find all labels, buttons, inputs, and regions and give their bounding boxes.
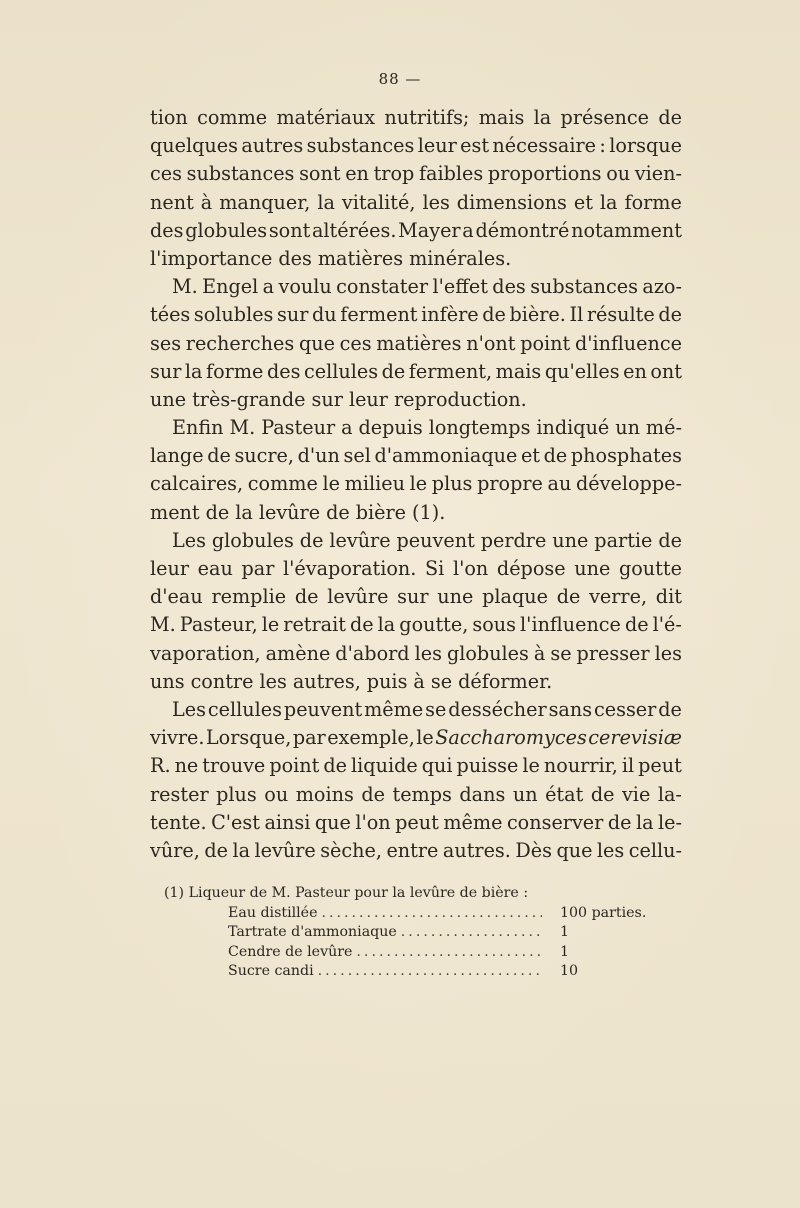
word: puis — [366, 669, 408, 693]
word: dessécher — [448, 697, 547, 721]
word: de — [607, 810, 632, 834]
text-line — [150, 273, 682, 301]
text-line — [150, 668, 682, 696]
word: partie — [594, 528, 653, 552]
footnote-row — [164, 943, 664, 963]
word: présence — [560, 106, 650, 129]
text-line — [150, 414, 682, 442]
word: lange — [150, 444, 204, 468]
word: ces — [339, 331, 372, 355]
word: les — [596, 838, 625, 862]
word: peuvent — [396, 528, 475, 552]
word: et — [573, 190, 593, 214]
word: propre — [477, 472, 543, 496]
word: proportions — [487, 162, 602, 186]
word: d'un — [297, 444, 340, 468]
word: leur — [417, 134, 457, 158]
word: dans — [459, 782, 506, 806]
word: globules — [211, 528, 294, 552]
word: conserver — [506, 810, 604, 834]
word: l'on — [452, 557, 489, 580]
word: matières — [376, 331, 462, 355]
word: ainsi — [264, 810, 311, 834]
word: globules — [446, 641, 529, 665]
text-line — [150, 809, 682, 837]
text-line — [150, 583, 682, 611]
word: a — [262, 275, 275, 299]
word: goutte — [618, 557, 682, 580]
body-text — [150, 104, 682, 865]
word: de — [381, 359, 406, 383]
word: vivre. — [150, 726, 205, 750]
word: vien- — [634, 162, 682, 186]
word: mé- — [645, 416, 682, 440]
word: de — [658, 528, 682, 552]
word: la — [232, 838, 251, 862]
word: la — [599, 190, 618, 214]
word: développe- — [576, 472, 682, 496]
text-line — [150, 696, 682, 724]
word: il — [621, 754, 635, 778]
word: sèche, — [320, 838, 382, 862]
word: longtemps — [428, 416, 531, 440]
word: en — [623, 359, 647, 383]
word: minérales. — [409, 246, 512, 270]
word: sous — [472, 613, 516, 637]
footnote-row — [164, 923, 664, 943]
word: M. — [229, 416, 256, 440]
text-line — [150, 781, 682, 809]
word: a — [341, 416, 353, 440]
word: de — [323, 754, 348, 778]
word: ment — [150, 500, 200, 524]
word: un — [615, 416, 640, 440]
word: même — [364, 697, 424, 721]
word: sur — [277, 303, 309, 327]
word: la — [635, 810, 654, 834]
word: forme — [624, 190, 682, 214]
word: Si — [425, 557, 445, 580]
text-line — [150, 358, 682, 386]
word: n'ont — [466, 331, 516, 355]
word: un — [512, 782, 538, 806]
word: de — [556, 585, 581, 609]
word: le- — [658, 810, 682, 834]
word: ces — [150, 162, 182, 186]
word: notamment — [571, 218, 682, 242]
word: perdre — [480, 528, 547, 552]
word: manquer, — [219, 190, 311, 214]
word: sur — [311, 387, 343, 411]
word: état — [545, 782, 584, 806]
ingredient-label: Cendre de levûre — [228, 943, 353, 960]
word: vaporation, — [150, 641, 261, 665]
word: de — [658, 303, 682, 327]
leader-dots — [318, 962, 542, 982]
word: à — [200, 190, 213, 214]
word: du — [312, 303, 337, 327]
word: d'abord — [335, 641, 410, 665]
word: de — [326, 500, 350, 524]
word: se — [550, 641, 572, 665]
word: plus — [431, 472, 473, 496]
footnote-row — [164, 962, 664, 982]
word: leur — [150, 557, 190, 580]
word: uns — [150, 669, 185, 693]
word: lorsque — [609, 134, 682, 158]
word: la — [317, 190, 335, 214]
word: de — [204, 838, 228, 862]
word: des — [266, 359, 301, 383]
word: remplie — [211, 585, 287, 609]
ingredient-quantity: 1 — [560, 943, 570, 960]
word: temps — [392, 782, 452, 806]
ingredient-label: Sucre candi — [228, 963, 314, 979]
word: de — [294, 585, 319, 609]
text-line — [150, 245, 682, 273]
word: l'effet — [432, 275, 488, 299]
word: à — [533, 641, 546, 665]
word: matières — [317, 246, 404, 270]
word: des — [492, 275, 526, 299]
word: entre — [386, 838, 439, 862]
word: peut — [638, 754, 682, 778]
word: trop — [373, 162, 415, 186]
word: à — [413, 669, 425, 693]
word: dépose — [496, 557, 566, 580]
word: altérées. — [311, 218, 397, 242]
text-line — [150, 611, 682, 639]
word: bière. — [509, 303, 566, 327]
text-line — [150, 104, 682, 132]
word: ne — [174, 754, 199, 778]
word: cellu- — [628, 838, 682, 862]
word: levûre — [327, 585, 389, 609]
word: mais — [495, 359, 542, 383]
word: exemple, — [327, 726, 415, 750]
word: sont — [299, 162, 341, 186]
text-line — [150, 330, 682, 358]
word: indiqué — [536, 416, 610, 440]
word: déformer. — [458, 669, 553, 693]
text-line — [150, 499, 682, 527]
leader-dots — [356, 943, 542, 963]
word: en — [345, 162, 369, 186]
word: C'est — [211, 810, 260, 834]
word: sont — [268, 218, 311, 242]
ingredient-label: Eau distillée — [228, 904, 318, 921]
word: une — [437, 585, 474, 609]
word: nutritifs; — [384, 106, 470, 129]
text-line — [150, 470, 682, 498]
word: presser — [576, 641, 650, 665]
word: rester — [150, 782, 209, 806]
word: l'on — [355, 810, 391, 834]
word: a — [462, 218, 474, 242]
word: sel — [343, 444, 371, 468]
word: l'importance — [150, 246, 273, 270]
word: d'ammoniaque — [374, 444, 518, 468]
word: de — [590, 782, 615, 806]
word: point — [520, 331, 571, 355]
word: Pasteur, — [179, 613, 258, 637]
word: Pasteur — [261, 416, 336, 440]
word: tées — [150, 303, 191, 327]
text-line — [150, 527, 682, 555]
word: le — [522, 754, 540, 778]
word: cellules — [303, 359, 379, 383]
word: R. — [150, 754, 171, 778]
word: d'influence — [574, 331, 682, 355]
word: le — [416, 726, 434, 750]
ingredient-quantity: 1 — [560, 924, 570, 940]
word: peut — [395, 810, 439, 834]
word: ou — [606, 162, 631, 186]
word: comme — [247, 472, 318, 496]
word: globules — [185, 218, 268, 242]
word: même — [443, 810, 503, 834]
word: de — [350, 613, 374, 637]
text-line — [150, 189, 682, 217]
word: que — [556, 838, 593, 862]
word: de — [207, 444, 231, 468]
word: Saccharomyces — [435, 726, 587, 750]
word: Dès — [515, 838, 552, 862]
word: autres — [241, 134, 304, 158]
word: se — [425, 697, 447, 721]
word: l'influence — [520, 613, 621, 637]
word: : — [599, 134, 606, 158]
word: tion — [150, 106, 188, 129]
leader-dots — [401, 923, 542, 943]
word: peuvent — [283, 697, 363, 721]
word: depuis — [358, 416, 423, 440]
word: Mayer — [398, 218, 461, 242]
word: cesser — [594, 697, 657, 721]
text-line — [150, 640, 682, 668]
text-line — [150, 301, 682, 329]
word: les — [259, 669, 287, 693]
word: quelques — [150, 134, 238, 158]
word: de — [205, 500, 230, 524]
word: le — [261, 613, 280, 637]
word: point — [269, 754, 320, 778]
word: autres. — [442, 838, 511, 862]
word: que — [314, 810, 351, 834]
word: cerevisiæ — [588, 726, 682, 750]
word: la — [377, 613, 396, 637]
word: sur — [397, 585, 429, 609]
word: levûre — [254, 838, 316, 862]
word: Les — [172, 697, 206, 721]
word: comme — [197, 106, 268, 129]
word: matériaux — [276, 106, 376, 129]
word: reproduction. — [393, 387, 527, 411]
text-line — [150, 442, 682, 470]
word: les — [414, 641, 442, 665]
word: de — [299, 528, 324, 552]
word: vitalité, — [341, 190, 416, 214]
ingredient-label: Tartrate d'ammoniaque — [228, 924, 397, 940]
leader-dots — [321, 904, 542, 924]
word: que — [298, 331, 335, 355]
word: leur — [348, 387, 388, 411]
word: des — [150, 218, 184, 242]
word: solubles — [193, 303, 274, 327]
word: tente. — [150, 810, 207, 834]
word: plus — [216, 782, 257, 806]
word: de — [543, 444, 568, 468]
word: voulu — [278, 275, 332, 299]
word: Lorsque, — [205, 726, 292, 750]
footnote-row — [164, 904, 664, 924]
word: de — [658, 106, 682, 129]
text-line — [150, 752, 682, 780]
word: ont — [650, 359, 682, 383]
word: l'é- — [652, 613, 682, 637]
word: M. — [172, 275, 198, 299]
word: liquide — [351, 754, 418, 778]
word: sucre, — [234, 444, 295, 468]
word: une — [574, 557, 611, 580]
ingredient-quantity: 10 — [560, 963, 579, 979]
text-line — [150, 160, 682, 188]
word: ou — [264, 782, 289, 806]
word: goutte, — [399, 613, 469, 637]
word: levûre — [329, 528, 391, 552]
word: dit — [655, 585, 682, 609]
word: ferment, — [408, 359, 493, 383]
word: substances — [186, 162, 295, 186]
word: (1). — [412, 500, 446, 524]
word: forme — [206, 359, 264, 383]
text-line — [150, 386, 682, 414]
word: Les — [172, 528, 206, 552]
word: le — [322, 472, 340, 496]
word: Enfin — [172, 416, 224, 440]
word: substances — [530, 275, 638, 299]
word: au — [547, 472, 572, 496]
text-line — [150, 217, 682, 245]
word: levûre — [258, 500, 321, 524]
word: la- — [657, 782, 682, 806]
word: ferment — [340, 303, 418, 327]
word: vie — [621, 782, 651, 806]
word: est — [460, 134, 490, 158]
word: qu'elles — [544, 359, 620, 383]
text-line — [150, 132, 682, 160]
word: une — [552, 528, 589, 552]
word: ses — [150, 331, 182, 355]
word: qui — [421, 754, 453, 778]
word: et — [520, 444, 541, 468]
word: nécessaire — [492, 134, 597, 158]
word: nourrir, — [543, 754, 618, 778]
word: de — [361, 782, 385, 806]
word: Il — [569, 303, 584, 327]
word: la — [184, 359, 203, 383]
word: l'évaporation. — [283, 557, 417, 580]
ingredient-quantity: 100 parties. — [560, 904, 647, 921]
word: la — [533, 106, 552, 129]
word: d'eau — [150, 585, 203, 609]
word: se — [430, 669, 453, 693]
word: cellules — [207, 697, 282, 721]
word: sans — [548, 697, 593, 721]
word: recherches — [185, 331, 295, 355]
word: la — [235, 500, 253, 524]
word: le — [409, 472, 428, 496]
word: puisse — [456, 754, 519, 778]
word: de — [658, 697, 682, 721]
footnote-title: (1) Liqueur de M. Pasteur pour la levûre de bière : — [164, 885, 529, 901]
word: azo- — [642, 275, 682, 299]
word: nent — [150, 190, 194, 214]
word: autres, — [292, 669, 361, 693]
word: constater — [336, 275, 429, 299]
word: substances — [306, 134, 415, 158]
page-number: 88 — — [378, 70, 422, 88]
word: retrait — [283, 613, 346, 637]
word: les — [422, 190, 450, 214]
word: Engel — [202, 275, 259, 299]
word: mais — [478, 106, 525, 129]
word: infère — [421, 303, 479, 327]
word: calcaires, — [150, 472, 244, 496]
word: de — [482, 303, 506, 327]
word: eau — [197, 557, 233, 580]
word: milieu — [344, 472, 405, 496]
word: bière — [355, 500, 407, 524]
word: phosphates — [570, 444, 682, 468]
text-line — [150, 837, 682, 865]
word: des — [278, 246, 312, 270]
word: dimensions — [456, 190, 567, 214]
word: les — [654, 641, 682, 665]
word: très-grande — [192, 387, 306, 411]
word: M. — [150, 613, 176, 637]
word: par — [241, 557, 275, 580]
word: par — [292, 726, 326, 750]
word: amène — [265, 641, 331, 665]
word: une — [150, 387, 187, 411]
word: sur — [150, 359, 182, 383]
word: vûre, — [150, 838, 200, 862]
word: démontré — [475, 218, 570, 242]
footnote — [164, 884, 664, 982]
word: résulte — [586, 303, 655, 327]
word: verre, — [589, 585, 648, 609]
word: contre — [190, 669, 254, 693]
word: de — [624, 613, 649, 637]
word: moins — [295, 782, 354, 806]
word: plaque — [482, 585, 548, 609]
text-line — [150, 555, 682, 583]
text-line — [150, 724, 682, 752]
word: trouve — [202, 754, 266, 778]
word: faibles — [418, 162, 484, 186]
